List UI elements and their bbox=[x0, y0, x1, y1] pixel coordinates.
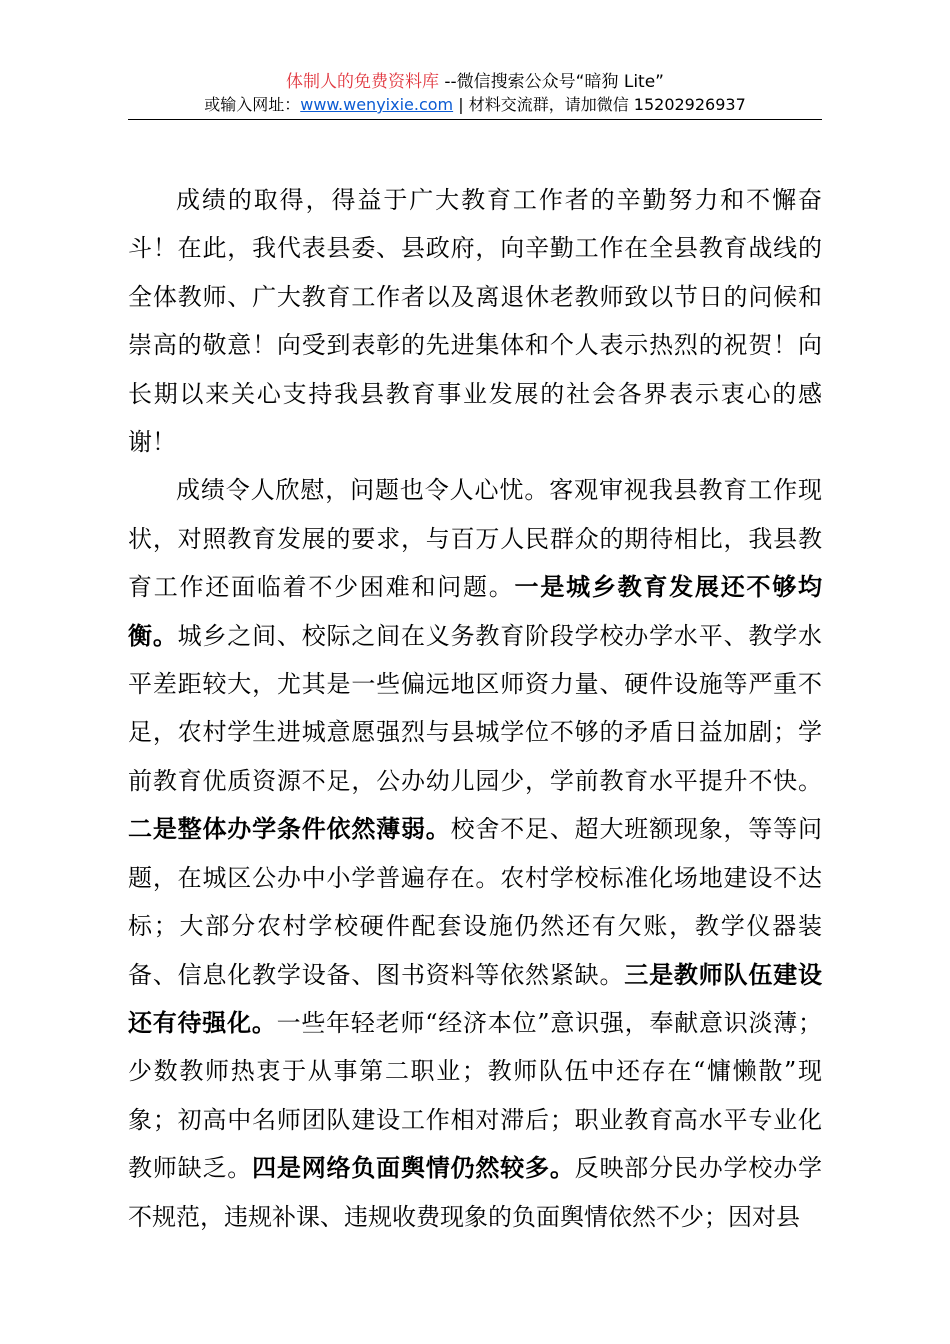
problem-text-1: 城乡之间、校际之间在义务教育阶段学校办学水平、教学水平差距较大，尤其是一些偏远地区师资力量、硬件设施等严重不足，农村学生进城意愿强烈与县城学位不够的矛盾日益加剧；学前教育优质资源不足，公办幼儿园少，学前教育水平提升不快。 bbox=[128, 621, 823, 795]
header-url-link[interactable]: www.wenyixie.com bbox=[300, 95, 454, 114]
header-line-2 bbox=[128, 94, 822, 116]
header-line-1 bbox=[128, 70, 822, 94]
problem-heading-4: 四是网络负面舆情仍然较多。 bbox=[252, 1154, 575, 1183]
header-wechat-note: --微信搜索公众号“暗狗 Lite” bbox=[438, 72, 664, 92]
problem-text-3: 一些年轻老师“经济本位”意识强，奉献意识淡薄；少数教师热衷于从事第二职业；教师队伍中还存在“慵懒散”现象；初高中名师团队建设工作相对滞后；职业教育高水平专业化教师缺乏。 bbox=[128, 1008, 823, 1183]
header-divider bbox=[128, 119, 822, 120]
problem-text-4: 反映部分民办学校办学不规范，违规补课、违规收费现象的负面舆情依然不少；因对县 bbox=[128, 1154, 823, 1231]
problem-heading-3: 三是教师队伍建设还有待强化。 bbox=[128, 960, 823, 1037]
paragraph-problems bbox=[128, 466, 822, 1241]
problems-intro: 成绩令人欣慰，问题也令人心忧。客观审视我县教育工作现状，对照教育发展的要求，与百万人民群众的期待相比，我县教育工作还面临着不少困难和问题。 bbox=[128, 476, 822, 602]
page-header bbox=[128, 70, 822, 116]
header-url-prefix: 或输入网址： bbox=[204, 95, 301, 114]
problem-heading-1: 一是城乡教育发展还不够均衡。 bbox=[128, 573, 823, 650]
problem-heading-2: 二是整体办学条件依然薄弱。 bbox=[128, 815, 451, 844]
problem-text-2: 校舍不足、超大班额现象，等等问题，在城区公办中小学普遍存在。农村学校标准化场地建设不达标；大部分农村学校硬件配套设施仍然还有欠账，教学仪器装备、信息化教学设备、图书资料等依然紧缺。 bbox=[128, 815, 823, 989]
paragraph-thanks: 成绩的取得，得益于广大教育工作者的辛勤努力和不懈奋斗！在此，我代表县委、县政府，向辛勤工作在全县教育战线的全体教师、广大教育工作者以及离退休老教师致以节日的问候和崇高的敬意！向受到表彰的先进集体和个人表示热烈的祝贺！向长期以来关心支持我县教育事业发展的社会各界表示衷心的感谢！ bbox=[128, 186, 822, 457]
header-brand: 体制人的免费资料库 bbox=[285, 72, 439, 92]
document-body bbox=[128, 176, 822, 1241]
header-contact: | 材料交流群，请加微信 15202926937 bbox=[453, 95, 746, 114]
